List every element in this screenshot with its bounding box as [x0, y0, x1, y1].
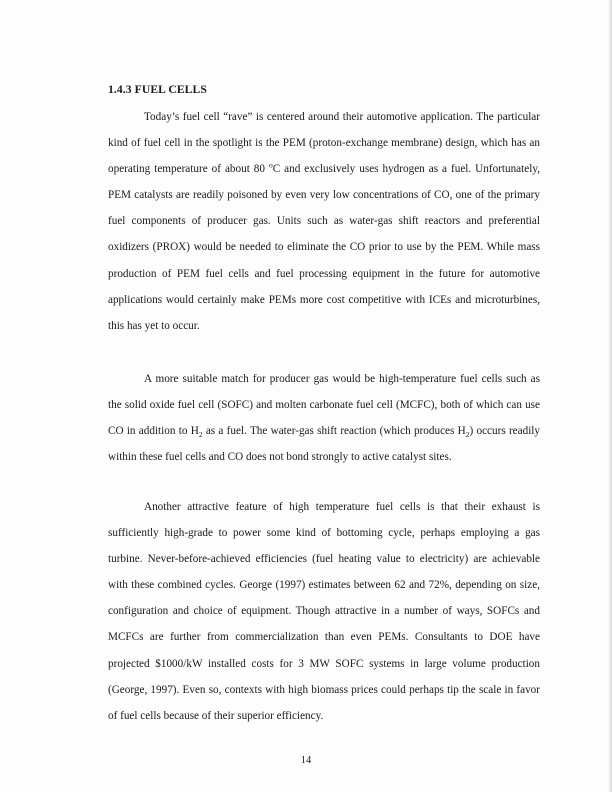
subscript: 2 [198, 430, 203, 440]
paragraph-bottoming-cycle: Another attractive feature of high temperature fuel cells is that their exhaust is sufficiently high-grade to power some kind of bottoming cycle, perhaps employing a gas turbine. Never-before-achieved efficiencies (fuel heating value to electricity) are achievable with these combined cycles. George (1997) estimates between 62 and 72%, depending on size, configuration and choice of equipment. Though attractive in a number of ways, SOFCs and MCFCs are further from commercialization than even PEMs. Consultants to DOE have projected $1000/kW installed costs for 3 MW SOFC systems in large volume production (George, 1997). Even so, contexts with high biomass prices could perhaps tip the scale in favor of fuel cells because of their superior efficiency. [108, 501, 540, 722]
paragraph-pem-fuel-cells [108, 104, 540, 339]
section-heading: 1.4.3 FUEL CELLS [108, 83, 207, 96]
degree-superscript: o [268, 160, 273, 170]
page-number: 14 [300, 755, 312, 766]
paragraph-text: as a fuel. The water-gas shift reaction (which produces H [202, 425, 466, 438]
paragraph-text: A more suitable match for producer gas would be high-temperature fuel cells such as the solid oxide fuel cell (SOFC) and molten carbonate fuel cell (MCFC), both of which can use CO in addition to H [108, 373, 540, 438]
paragraph-text: C and exclusively uses hydrogen as a fuel. Unfortunately, PEM catalysts are readily poisoned by even very low concentrations of CO, one of the primary fuel components of producer gas. Units such as water-gas shift reactors and preferential oxidizers (PROX) would be needed to eliminate the CO prior to use by the PEM. While mass production of PEM fuel cells and fuel processing equipment in the future for automotive applications would certainly make PEMs more cost competitive with ICEs and microturbines, this has yet to occur. [108, 163, 540, 332]
paragraph-high-temperature-fuel-cells [108, 366, 540, 470]
paragraph-text: ) occurs readily within these fuel cells and CO does not bond strongly to active catalyst sites. [108, 425, 541, 464]
subscript: 2 [465, 430, 470, 440]
paragraph-text: Today’s fuel cell “rave” is centered around their automotive application. The particular kind of fuel cell in the spotlight is the PEM (proton-exchange membrane) design, which has an operating temperature of about 80 [108, 111, 540, 176]
